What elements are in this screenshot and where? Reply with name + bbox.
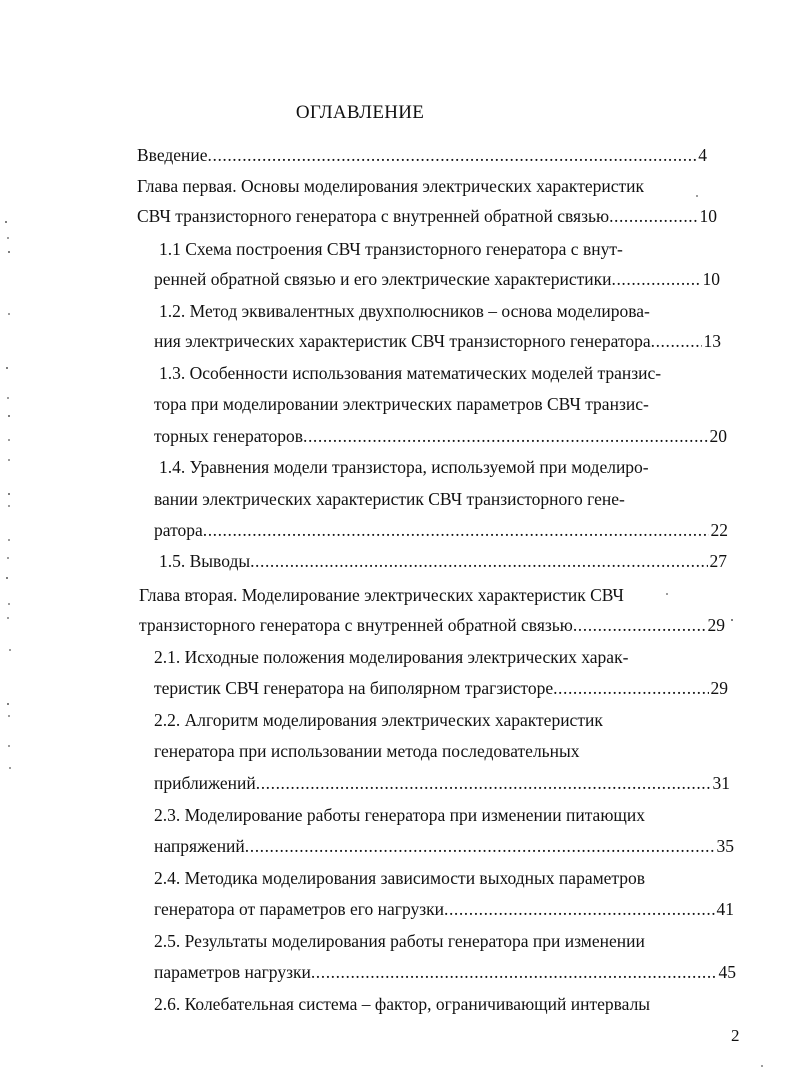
scan-speck [7, 397, 9, 399]
toc-leader-dots [612, 267, 701, 291]
page-number: 2 [731, 1026, 740, 1045]
toc-leader-dots [256, 771, 711, 795]
scan-speck [9, 649, 11, 651]
toc-page-number: 13 [703, 331, 721, 351]
toc-entry-text: параметров нагрузки [154, 962, 311, 982]
toc-leader-dots [609, 204, 697, 228]
scan-speck [8, 313, 10, 315]
toc-section-1-4-line-1: 1.4. Уравнения модели транзистора, используемой при моделиро- [159, 457, 649, 477]
toc-section-1-3-line-3 [154, 424, 727, 448]
scan-speck [8, 415, 10, 417]
toc-entry-text: ренней обратной связью и его электрические характеристики [154, 269, 612, 289]
toc-page-number: 20 [709, 426, 727, 446]
toc-page-number: 31 [712, 773, 730, 793]
toc-leader-dots [208, 143, 697, 167]
toc-leader-dots [250, 549, 707, 573]
toc-leader-dots [303, 424, 707, 448]
toc-section-1-4-line-3 [154, 518, 728, 542]
toc-section-2-4-line-2 [154, 897, 734, 921]
toc-section-1-1-line-2 [154, 267, 720, 291]
scan-speck [8, 745, 10, 747]
scan-speck [7, 703, 9, 705]
scan-speck [8, 493, 10, 495]
toc-page-number: 41 [716, 899, 734, 919]
toc-page-number: 22 [710, 520, 728, 540]
toc-section-2-2-line-3 [154, 771, 730, 795]
scan-speck [6, 367, 8, 369]
toc-entry-text: теристик СВЧ генератора на биполярном трагзисторе [154, 678, 554, 698]
toc-chapter-2-line-2 [139, 613, 725, 637]
scan-speck [8, 505, 10, 507]
toc-entry-text: Введение [137, 145, 208, 165]
toc-page-number: 45 [718, 962, 736, 982]
toc-section-1-2-line-1: 1.2. Метод эквивалентных двухполюсников – основа моделирова- [159, 301, 650, 321]
toc-section-2-3-line-2 [154, 834, 734, 858]
toc-leader-dots [203, 518, 709, 542]
toc-page-number: 35 [716, 836, 734, 856]
toc-page-number: 10 [699, 206, 717, 226]
toc-section-1-5 [159, 549, 727, 573]
toc-section-2-2-line-2: генератора при использовании метода последовательных [154, 741, 580, 761]
toc-chapter-2-line-1: Глава вторая. Моделирование электрических характеристик СВЧ [139, 585, 624, 605]
toc-page-number: 29 [710, 678, 728, 698]
scan-speck [9, 767, 11, 769]
toc-section-2-4-line-1: 2.4. Методика моделирования зависимости выходных параметров [154, 868, 646, 888]
toc-section-2-1-line-1: 2.1. Исходные положения моделирования электрических харак- [154, 647, 629, 667]
toc-section-2-5-line-1: 2.5. Результаты моделирования работы генератора при изменении [154, 931, 645, 951]
scan-speck [731, 619, 733, 621]
toc-section-1-2-line-2 [154, 329, 721, 353]
toc-entry-text: приближений [154, 773, 256, 793]
toc-entry-text: торных генераторов [154, 426, 304, 446]
toc-entry-text: генератора от параметров его нагрузки [154, 899, 444, 919]
scan-speck [761, 1065, 763, 1067]
scan-speck [7, 237, 9, 239]
scan-speck [7, 557, 9, 559]
toc-page-number: 4 [698, 145, 707, 165]
toc-section-2-1-line-2 [154, 676, 728, 700]
toc-entry-text: напряжений [154, 836, 245, 856]
toc-section-1-1-line-1: 1.1 Схема построения СВЧ транзисторного генератора с внут- [159, 239, 623, 259]
toc-leader-dots [444, 897, 715, 921]
scan-speck [8, 439, 10, 441]
toc-section-2-5-line-2 [154, 960, 736, 984]
toc-section-1-3-line-2: тора при моделировании электрических параметров СВЧ транзис- [154, 394, 649, 414]
scan-speck [696, 195, 698, 197]
scan-speck [5, 221, 7, 223]
toc-page-number: 29 [707, 615, 725, 635]
toc-page-number: 10 [702, 269, 720, 289]
toc-section-1-4-line-2: вании электрических характеристик СВЧ транзисторного гене- [154, 489, 625, 509]
scan-speck [8, 539, 10, 541]
toc-leader-dots [651, 329, 702, 353]
toc-entry-text: 1.5. Выводы [159, 551, 251, 571]
scan-speck [8, 715, 10, 717]
toc-chapter-1-line-1: Глава первая. Основы моделирования электрических характеристик [137, 176, 645, 196]
page-title: ОГЛАВЛЕНИЕ [295, 102, 425, 123]
toc-entry-text: ратора [154, 520, 203, 540]
toc-chapter-1-line-2 [137, 204, 717, 228]
toc-leader-dots [311, 960, 717, 984]
scan-speck [6, 577, 8, 579]
toc-entry-text: ния электрических характеристик СВЧ транзисторного генератора [154, 331, 651, 351]
toc-section-1-3-line-1: 1.3. Особенности использования математических моделей транзис- [159, 363, 662, 383]
scan-speck [666, 593, 668, 595]
toc-leader-dots [553, 676, 708, 700]
toc-section-2-3-line-1: 2.3. Моделирование работы генератора при изменении питающих [154, 805, 645, 825]
toc-leader-dots [573, 613, 706, 637]
toc-section-2-2-line-1: 2.2. Алгоритм моделирования электрических характеристик [154, 710, 603, 730]
scan-speck [8, 603, 10, 605]
toc-page-number: 27 [709, 551, 727, 571]
scan-speck [8, 251, 10, 253]
toc-entry-text: транзисторного генератора с внутренней обратной связью [139, 615, 573, 635]
toc-section-2-6-line-1: 2.6. Колебательная система – фактор, ограничивающий интервалы [154, 994, 651, 1014]
toc-entry-introduction [137, 143, 707, 167]
toc-leader-dots [245, 834, 715, 858]
scan-speck [7, 617, 9, 619]
scan-speck [8, 459, 10, 461]
toc-entry-text: СВЧ транзисторного генератора с внутренней обратной связью [137, 206, 610, 226]
